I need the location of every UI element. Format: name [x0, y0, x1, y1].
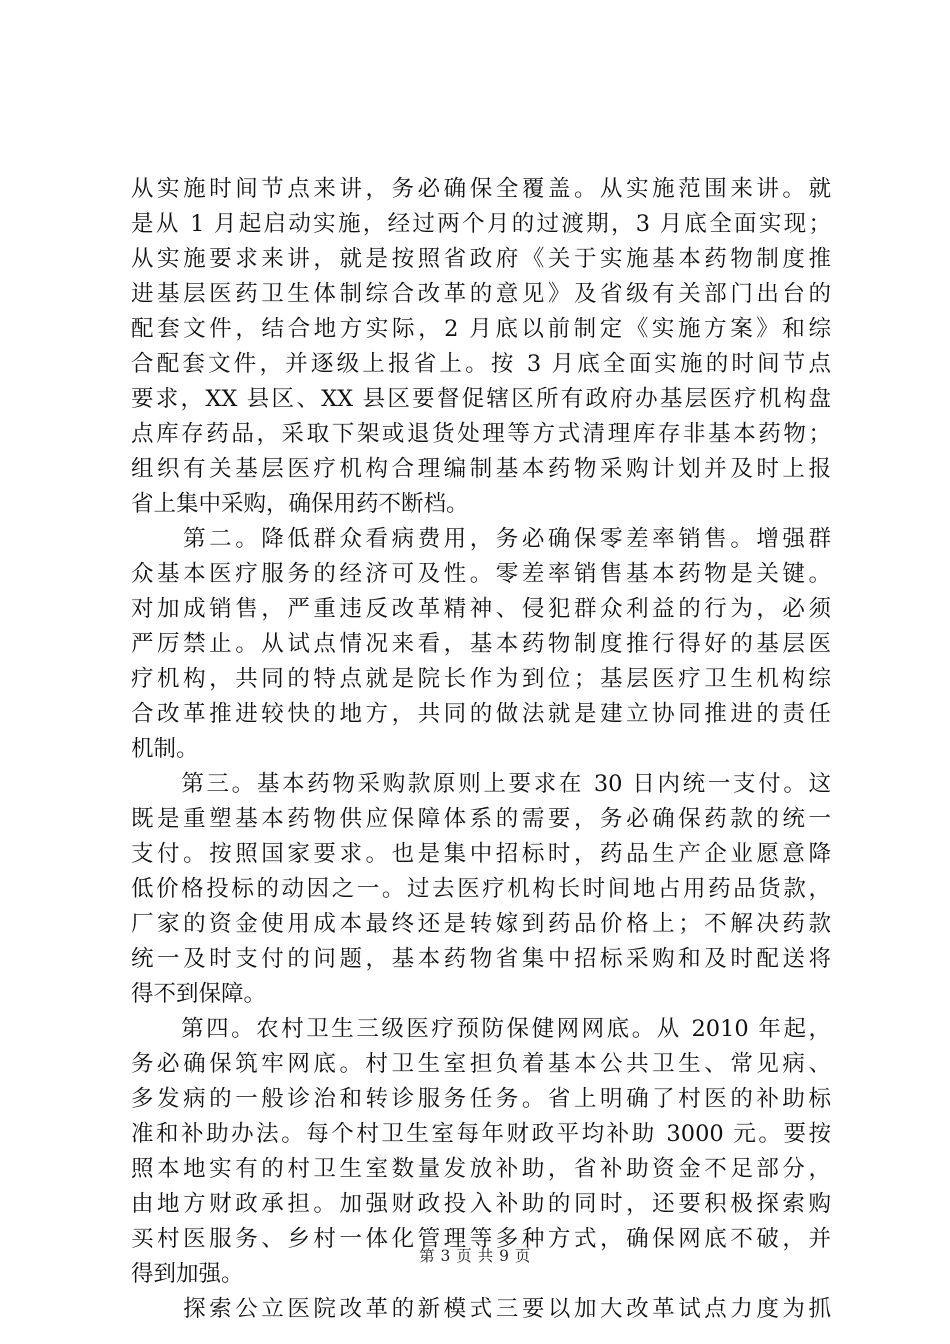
text-line: 众基本医疗服务的经济可及性。零差率销售基本药物是关键。: [131, 561, 831, 587]
text-line: 组织有关基层医疗机构合理编制基本药物采购计划并及时上报: [131, 456, 831, 482]
text-line: 合配套文件，并逐级上报省上。按 3 月底全面实施的时间节点: [131, 351, 831, 377]
text-line: 探索公立医院改革的新模式三要以加大改革试点力度为抓: [131, 1296, 831, 1322]
text-line: 买村医服务、乡村一体化管理等多种方式，确保网底不破，并: [131, 1226, 831, 1252]
text-line: 第四。农村卫生三级医疗预防保健网网底。从 2010 年起，: [131, 1016, 831, 1042]
text-line: 从实施时间节点来讲，务必确保全覆盖。从实施范围来讲。就: [131, 176, 831, 202]
text-line: 得不到保障。: [131, 981, 267, 1007]
text-line: 第二。降低群众看病费用，务必确保零差率销售。增强群: [131, 526, 831, 552]
text-line: 从实施要求来讲，就是按照省政府《关于实施基本药物制度推: [131, 246, 831, 272]
document-body: [131, 172, 831, 1327]
text-line: 准和补助办法。每个村卫生室每年财政平均补助 3000 元。要按: [131, 1121, 831, 1147]
text-line: 低价格投标的动因之一。过去医疗机构长时间地占用药品货款，: [131, 876, 831, 902]
text-line: 多发病的一般诊治和转诊服务任务。省上明确了村医的补助标: [131, 1086, 831, 1112]
text-line: 既是重塑基本药物供应保障体系的需要，务必确保药款的统一: [131, 806, 831, 832]
text-line: 省上集中采购，确保用药不断档。: [131, 491, 469, 517]
text-line: 第三。基本药物采购款原则上要求在 30 日内统一支付。这: [131, 771, 831, 797]
text-line: 对加成销售，严重违反改革精神、侵犯群众利益的行为，必须: [131, 596, 831, 622]
text-line: 要求，XX 县区、XX 县区要督促辖区所有政府办基层医疗机构盘: [131, 386, 831, 412]
text-line: 点库存药品，采取下架或退货处理等方式清理库存非基本药物；: [131, 421, 831, 447]
text-line: 厂家的资金使用成本最终还是转嫁到药品价格上；不解决药款: [131, 911, 831, 937]
text-line: 合改革推进较快的地方，共同的做法就是建立协同推进的责任: [131, 701, 831, 727]
text-line: 支付。按照国家要求。也是集中招标时，药品生产企业愿意降: [131, 841, 831, 867]
text-line: 疗机构，共同的特点就是院长作为到位；基层医疗卫生机构综: [131, 666, 831, 692]
text-line: 配套文件，结合地方实际，2 月底以前制定《实施方案》和综: [131, 316, 831, 342]
text-line: 务必确保筑牢网底。村卫生室担负着基本公共卫生、常见病、: [131, 1051, 831, 1077]
text-line: 进基层医药卫生体制综合改革的意见》及省级有关部门出台的: [131, 281, 831, 307]
text-line: 照本地实有的村卫生室数量发放补助，省补助资金不足部分，: [131, 1156, 831, 1182]
text-line: 得到加强。: [131, 1261, 244, 1287]
text-line: 严厉禁止。从试点情况来看，基本药物制度推行得好的基层医: [131, 631, 831, 657]
text-line: 由地方财政承担。加强财政投入补助的同时，还要积极探索购: [131, 1191, 831, 1217]
text-line: 统一及时支付的问题，基本药物省集中招标采购和及时配送将: [131, 946, 831, 972]
text-line: 机制。: [131, 736, 199, 762]
page-footer: 第 3 页 共 9 页: [419, 1247, 531, 1265]
text-line: 是从 1 月起启动实施，经过两个月的过渡期，3 月底全面实现；: [131, 211, 831, 237]
